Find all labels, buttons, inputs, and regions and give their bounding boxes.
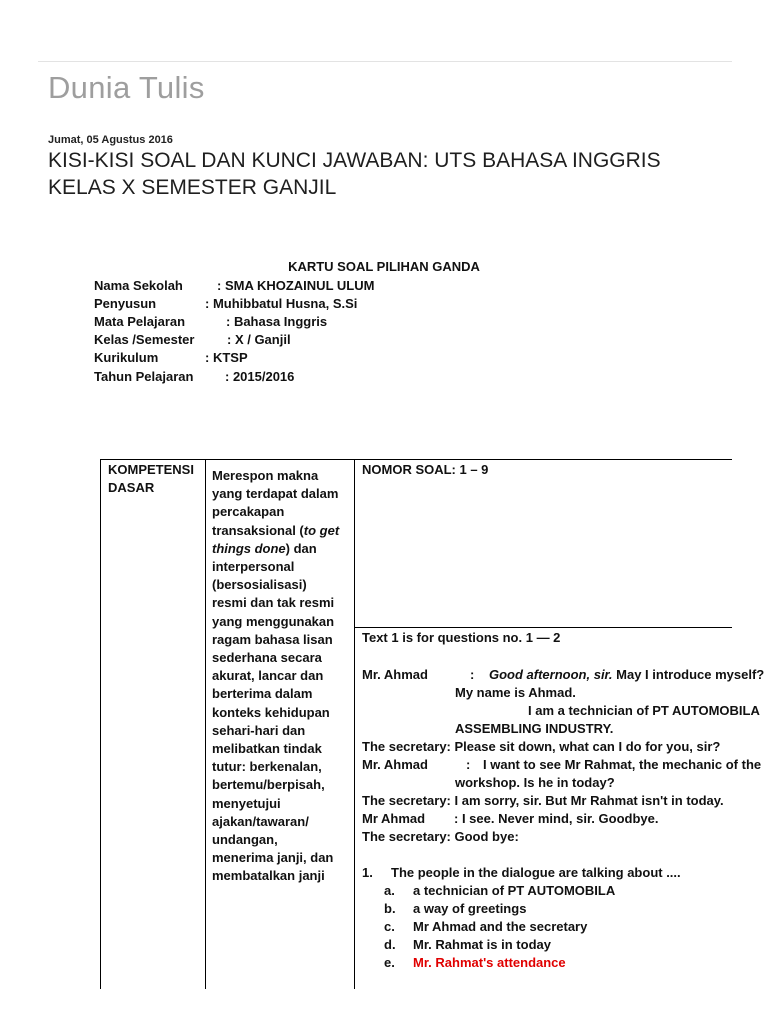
- kd-desc-line: yang menggunakan: [212, 613, 335, 629]
- text1-intro: Text 1 is for questions no. 1 — 2: [362, 630, 561, 645]
- info-label: Penyusun: [94, 296, 157, 311]
- question-1-option-b: b. a way of greetings: [384, 901, 527, 916]
- table-border-top: [100, 459, 732, 460]
- nomor-soal: NOMOR SOAL: 1 – 9: [362, 462, 489, 477]
- dialogue-line-8: The secretary: I am sorry, sir. But Mr Rahmat isn't in today.: [362, 793, 724, 808]
- question-1-option-d: d. Mr. Rahmat is in today: [384, 937, 551, 952]
- kd-desc-line: Merespon makna: [212, 468, 319, 483]
- answer-key-highlight: Mr. Rahmat's attendance: [413, 955, 566, 970]
- post-title: [48, 147, 738, 201]
- info-label: Kelas /Semester: [94, 332, 195, 347]
- info-value: : SMA KHOZAINUL ULUM: [217, 278, 375, 293]
- info-row-school: [94, 278, 375, 293]
- info-row-curriculum: [94, 350, 248, 365]
- dialogue-line-4: ASSEMBLING INDUSTRY.: [455, 721, 614, 736]
- dialogue-line-9: Mr Ahmad : I see. Never mind, sir. Goodbye.: [362, 811, 659, 826]
- card-title: KARTU SOAL PILIHAN GANDA: [288, 259, 480, 274]
- table-border-left: [100, 459, 101, 989]
- blog-title-link[interactable]: Dunia Tulis: [48, 70, 205, 105]
- info-label: Kurikulum: [94, 350, 159, 365]
- kd-desc-line: membatalkan janji: [212, 868, 325, 884]
- kd-label: [108, 461, 200, 497]
- kd-label-line: DASAR: [108, 480, 155, 496]
- info-row-class: [94, 332, 291, 347]
- kd-desc-line: ragam bahasa lisan: [212, 631, 333, 647]
- info-row-subject: [94, 314, 328, 329]
- kd-desc-line: transaksional (to get: [212, 522, 340, 538]
- info-value: : 2015/2016: [225, 369, 295, 384]
- question-1-option-a: a. a technician of PT AUTOMOBILA: [384, 883, 616, 898]
- question-1-option-e: e. Mr. Rahmat's attendance: [384, 955, 566, 970]
- dialogue-line-6: Mr. Ahmad : I want to see Mr Rahmat, the mechanic of the: [362, 757, 762, 772]
- kd-desc-line: ajakan/tawaran/: [212, 813, 309, 829]
- kd-desc-line: menyetujui: [212, 795, 281, 811]
- dialogue-line-10: The secretary: Good bye:: [362, 829, 519, 844]
- header-divider: [38, 61, 732, 62]
- kd-desc-line: sederhana secara: [212, 650, 322, 666]
- kd-desc-line: akurat, lancar dan: [212, 668, 324, 684]
- kd-desc-line: menerima janji, dan: [212, 850, 334, 866]
- table-border-col1: [205, 459, 206, 989]
- info-row-author: [94, 296, 358, 311]
- info-value: : X / Ganjil: [227, 332, 291, 347]
- question-1-stem: 1. The people in the dialogue are talking about ....: [362, 865, 681, 880]
- question-card-table: [100, 459, 765, 989]
- kd-label-line: KOMPETENSI: [108, 462, 194, 477]
- info-label: Nama Sekolah: [94, 278, 183, 293]
- dialogue-and-question: [356, 649, 765, 989]
- table-border-col2: [354, 459, 355, 989]
- info-value: : Bahasa Inggris: [226, 314, 328, 329]
- dialogue-line-1: Mr. Ahmad : Good afternoon, sir. May I introduce myself?: [362, 667, 765, 682]
- dialogue-line-5: The secretary: Please sit down, what can I do for you, sir?: [362, 739, 721, 754]
- kd-desc-line: sehari-hari dan: [212, 722, 306, 738]
- kd-desc-line: resmi dan tak resmi: [212, 595, 335, 611]
- dialogue-line-7: workshop. Is he in today?: [455, 775, 615, 790]
- info-label: Mata Pelajaran: [94, 314, 186, 329]
- info-label: Tahun Pelajaran: [94, 369, 194, 384]
- kd-desc-line: berterima dalam: [212, 686, 313, 702]
- kd-desc-line: interpersonal: [212, 559, 295, 575]
- kd-desc-line: (bersosialisasi): [212, 577, 307, 593]
- dialogue-line-3: I am a technician of PT AUTOMOBILA: [528, 703, 760, 718]
- info-value: : KTSP: [205, 350, 248, 365]
- info-row-year: [94, 369, 295, 384]
- post-title-line-2: KELAS X SEMESTER GANJIL: [48, 176, 337, 199]
- kd-desc-line: undangan,: [212, 832, 278, 848]
- post-title-line-1: KISI-KISI SOAL DAN KUNCI JAWABAN: UTS BAHASA INGGRIS: [48, 149, 661, 172]
- kd-desc-line: konteks kehidupan: [212, 704, 330, 720]
- kd-description: [212, 467, 348, 886]
- table-border-row: [354, 627, 732, 628]
- kd-desc-line: yang terdapat dalam: [212, 486, 339, 502]
- post-date: Jumat, 05 Agustus 2016: [48, 134, 173, 146]
- kd-desc-line: percakapan: [212, 504, 285, 520]
- kd-desc-line: tutur: berkenalan,: [212, 759, 322, 775]
- kd-desc-line: melibatkan tindak: [212, 741, 322, 757]
- kd-desc-line: bertemu/berpisah,: [212, 777, 325, 793]
- question-1-option-c: c. Mr Ahmad and the secretary: [384, 919, 588, 934]
- dialogue-line-2: My name is Ahmad.: [455, 685, 576, 700]
- kd-desc-line: things done) dan: [212, 540, 317, 556]
- info-value: : Muhibbatul Husna, S.Si: [205, 296, 358, 311]
